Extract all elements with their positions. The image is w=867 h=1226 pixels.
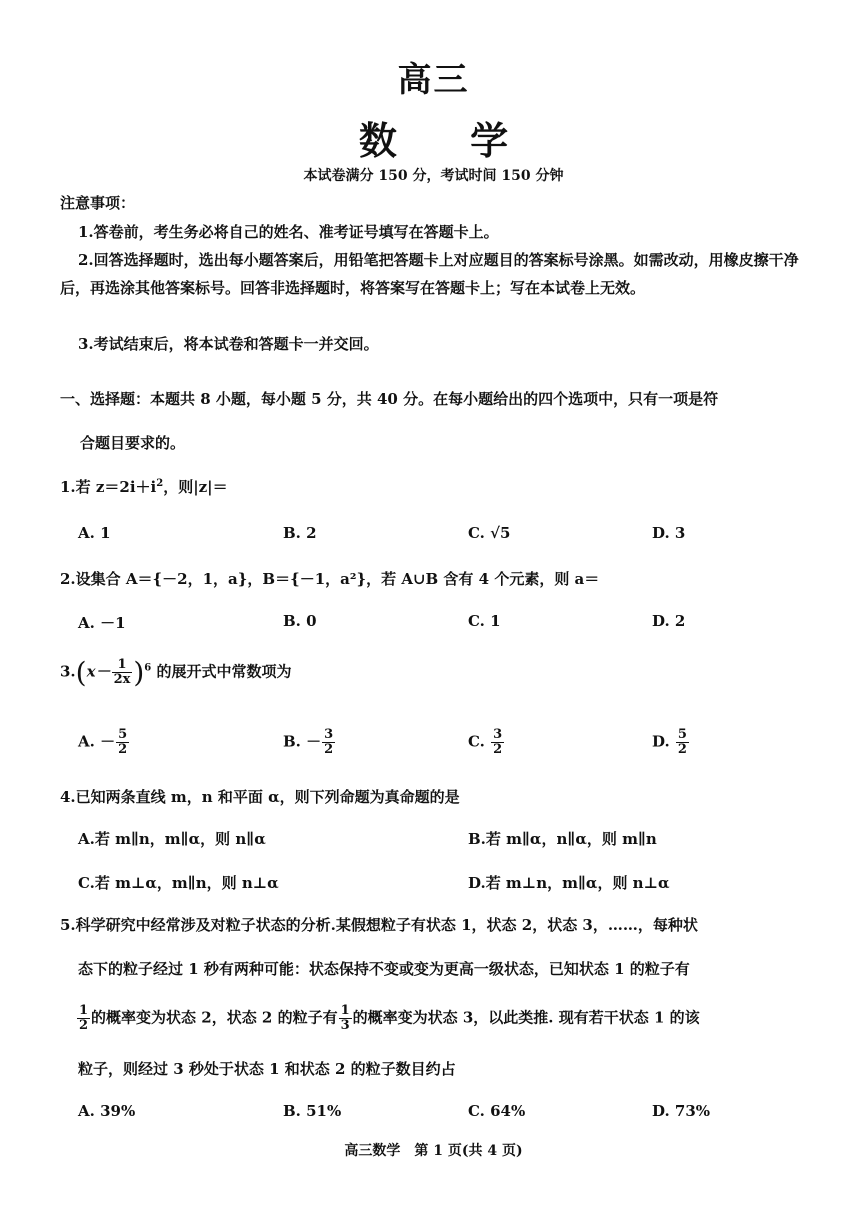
notice-item-1: 1.答卷前，考生务必将自己的姓名、准考证号填写在答题卡上。 [78,223,499,241]
section-heading-cont: 合题目要求的。 [80,434,186,452]
q5-fraction-half: $\frac{1}{2}$ [79,1003,89,1033]
q1-option-b: B. 2 [283,524,317,542]
section-heading: 一、选择题：本题共 8 小题，每小题 5 分，共 40 分。在每小题给出的四个选项中，只有一项是符 [60,390,719,408]
q4-option-c: C.若 m⊥α，m∥n，则 n⊥α [78,874,279,892]
question-5-line-4: 粒子，则经过 3 秒处于状态 1 和状态 2 的粒子数目约占 [78,1060,456,1078]
q5-fraction-third: $\frac{1}{3}$ [340,1003,350,1033]
notice-item-2: 2.回答选择题时，选出每小题答案后，用铅笔把答题卡上对应题目的答案标号涂黑。如需改动，用橡皮擦干净后，再选涂其他答案标号。回答非选择题时，将答案写在答题卡上；写在本试卷上无效。 [60,251,799,297]
notice-title: 注意事项： [60,194,136,212]
page-footer: 高三数学 第 1 页(共 4 页) [344,1143,523,1159]
q5-option-c: C. 64% [468,1102,526,1120]
q2-option-b: B. 0 [283,612,317,630]
q3-option-d: D. $\frac{5}{2}$ [652,727,687,757]
question-2-stem: 2.设集合 A＝{－2，1，a}，B＝{－1，a²}，若 A∪B 含有 4 个元素，则 a＝ [60,570,600,588]
exam-info: 本试卷满分 150 分，考试时间 150 分钟 [303,168,564,184]
q3-option-c: C. $\frac{3}{2}$ [468,727,503,757]
q4-option-b: B.若 m∥α，n∥α，则 m∥n [468,830,657,848]
q5-option-a: A. 39% [78,1102,136,1120]
question-5-line-3: $\frac{1}{2}$ 的概率变为状态 2，状态 2 的粒子有 $\frac{1}{3}$ 的概率变为状态 3，以此类推. 现有若干状态 1 的该 [79,1003,700,1033]
question-4-stem: 4.已知两条直线 m，n 和平面 α，则下列命题为真命题的是 [60,788,460,806]
q3-option-a: A. － $\frac{5}{2}$ [78,727,128,757]
q1-option-c: C. √5 [468,524,511,542]
question-5-line-2: 态下的粒子经过 1 秒有两种可能：状态保持不变或变为更高一级状态，已知状态 1 的粒子有 [78,960,690,978]
q4-option-a: A.若 m∥n，m∥α，则 n∥α [78,830,266,848]
q2-option-d: D. 2 [652,612,686,630]
grade-title: 高三 [397,60,470,100]
q3-fraction: $\frac{1}{2x}$ [113,657,131,687]
question-1-stem: 1.若 $z=2i+i^2$，则|z|＝ [60,478,228,496]
q5-option-d: D. 73% [652,1102,711,1120]
q1-option-d: D. 3 [652,524,686,542]
q1-option-a: A. 1 [78,524,111,542]
subject-title: 数 学 [358,118,539,163]
q3-option-b: B. － $\frac{3}{2}$ [283,727,334,757]
q2-option-c: C. 1 [468,612,501,630]
question-3-stem: 3.(x－ $\frac{1}{2x}$ )$^6$ 的展开式中常数项为 [60,656,292,689]
q5-option-b: B. 51% [283,1102,342,1120]
question-5-line-1: 5.科学研究中经常涉及对粒子状态的分析.某假想粒子有状态 1，状态 2，状态 3，……，每种状 [60,916,698,934]
q2-option-a: A. －1 [78,614,126,632]
q4-option-d: D.若 m⊥n，m∥α，则 n⊥α [468,874,670,892]
notice-item-3: 3.考试结束后，将本试卷和答题卡一并交回。 [78,335,379,353]
